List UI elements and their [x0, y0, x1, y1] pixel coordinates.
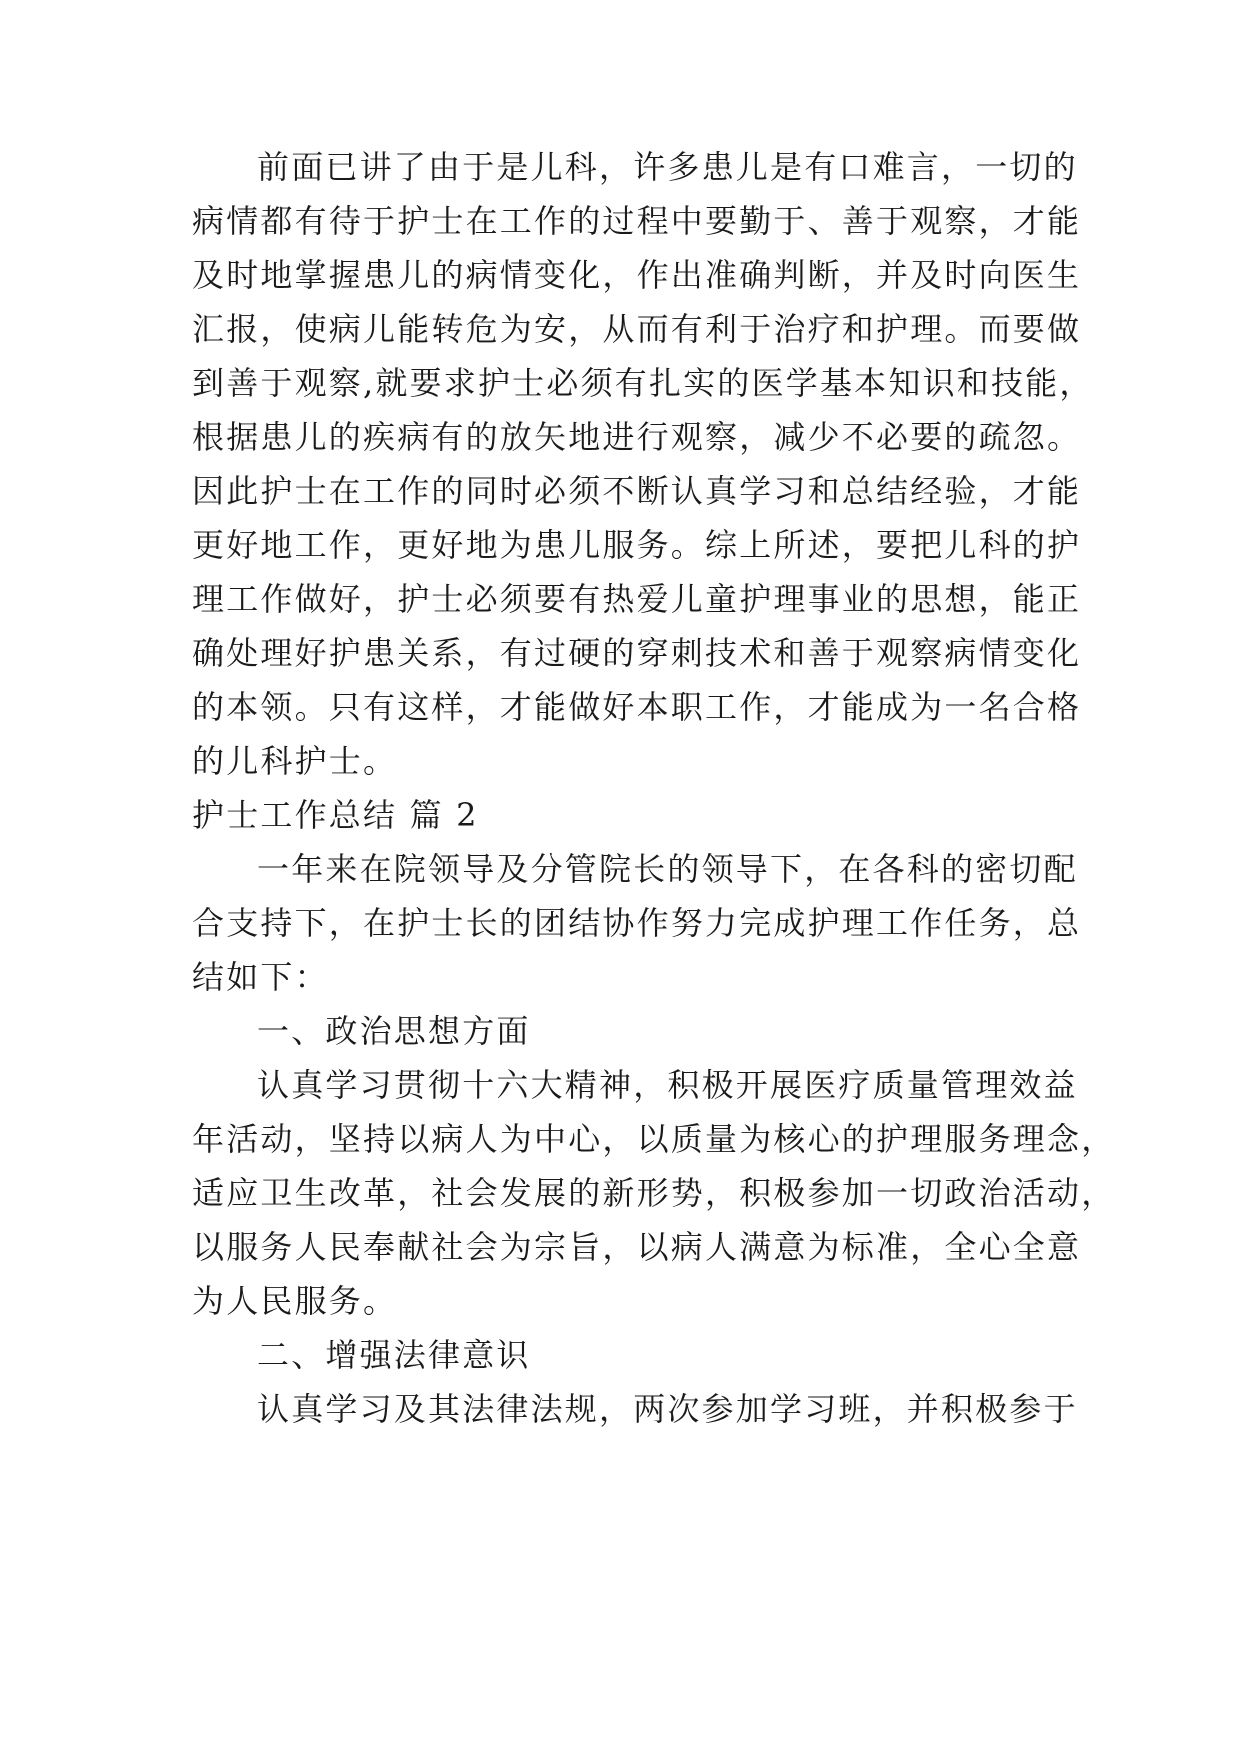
paragraph-line: 病情都有待于护士在工作的过程中要勤于、善于观察，才能 [192, 202, 1082, 240]
paragraph-line: 的儿科护士。 [192, 742, 398, 780]
paragraph-line: 结如下： [192, 958, 329, 996]
paragraph-line: 年活动，坚持以病人为中心，以质量为核心的护理服务理念， [192, 1120, 1116, 1158]
paragraph-line: 及时地掌握患儿的病情变化，作出准确判断，并及时向医生 [192, 256, 1082, 294]
paragraph-line: 的本领。只有这样，才能做好本职工作，才能成为一名合格 [192, 688, 1082, 726]
paragraph-line: 一年来在院领导及分管院长的领导下，在各科的密切配 [257, 850, 1078, 888]
paragraph-line: 认真学习贯彻十六大精神，积极开展医疗质量管理效益 [257, 1066, 1078, 1104]
paragraph-line: 根据患儿的疾病有的放矢地进行观察，减少不必要的疏忽。 [192, 418, 1082, 456]
paragraph-line: 合支持下，在护士长的团结协作努力完成护理工作任务，总 [192, 904, 1082, 942]
subheading: 一、政治思想方面 [257, 1012, 531, 1050]
paragraph-line: 理工作做好，护士必须要有热爱儿童护理事业的思想，能正 [192, 580, 1082, 618]
paragraph-line: 更好地工作，更好地为患儿服务。综上所述，要把儿科的护 [192, 526, 1082, 564]
paragraph-line: 适应卫生改革，社会发展的新形势，积极参加一切政治活动， [192, 1174, 1116, 1212]
paragraph-line: 确处理好护患关系，有过硬的穿刺技术和善于观察病情变化 [192, 634, 1082, 672]
paragraph-line: 到善于观察,就要求护士必须有扎实的医学基本知识和技能， [192, 364, 1094, 402]
subheading: 二、增强法律意识 [257, 1336, 531, 1374]
paragraph-line: 汇报，使病儿能转危为安，从而有利于治疗和护理。而要做 [192, 310, 1082, 348]
paragraph-line: 因此护士在工作的同时必须不断认真学习和总结经验，才能 [192, 472, 1082, 510]
section-title: 护士工作总结 篇 2 [192, 796, 479, 834]
paragraph-line: 前面已讲了由于是儿科，许多患儿是有口难言，一切的 [257, 148, 1078, 186]
paragraph-line: 为人民服务。 [192, 1282, 398, 1320]
paragraph-line: 以服务人民奉献社会为宗旨，以病人满意为标准，全心全意 [192, 1228, 1082, 1266]
paragraph-line: 认真学习及其法律法规，两次参加学习班，并积极参于 [257, 1390, 1078, 1428]
